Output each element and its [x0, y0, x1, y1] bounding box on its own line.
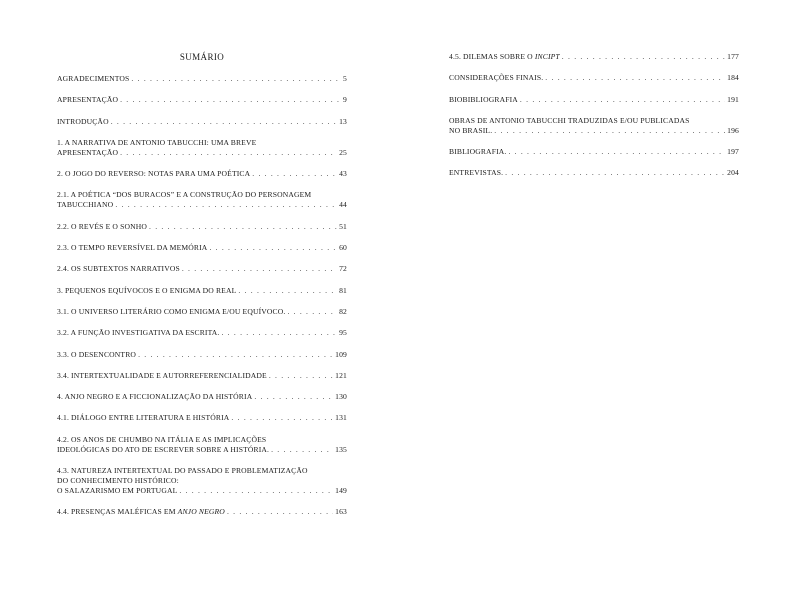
toc-entry-text: 2.1. A POÉTICA “DOS BURACOS” E A CONSTRUÇÃO DO PERSONAGEM — [57, 190, 312, 200]
toc-entry-text-part: BIOBIBLIOGRAFIA — [449, 94, 518, 104]
toc-entry-text — [57, 74, 129, 84]
dot-leader — [252, 169, 337, 179]
toc-page-number: 43 — [339, 169, 347, 179]
toc-entry-text: 4.3. NATUREZA INTERTEXTUAL DO PASSADO E PROBLEMATIZAÇÃO — [57, 466, 308, 476]
toc-entry — [57, 507, 347, 517]
toc-entry-text — [57, 200, 113, 210]
toc-entry-text-part: 2.4. OS SUBTEXTOS NARRATIVOS — [57, 264, 180, 274]
toc-entry-text-part: 3. PEQUENOS EQUÍVOCOS E O ENIGMA DO REAL — [57, 285, 237, 295]
dot-leader — [149, 222, 337, 232]
toc-entry — [57, 328, 347, 338]
dot-leader — [227, 507, 333, 517]
right-page — [449, 0, 739, 595]
toc-entry-italic-title: ANJO NEGRO — [177, 507, 225, 517]
dot-leader — [231, 413, 333, 423]
toc-entry-text — [57, 307, 285, 317]
toc-list-left — [57, 74, 347, 529]
toc-entry-text-part: NO BRASIL. — [449, 125, 493, 135]
toc-page-number: 204 — [727, 168, 739, 178]
dot-leader — [508, 147, 725, 157]
toc-entry-text — [57, 169, 250, 179]
dot-leader — [287, 307, 337, 317]
toc-entry — [57, 74, 347, 84]
dot-leader — [505, 168, 725, 178]
toc-page-number: 191 — [727, 94, 739, 104]
toc-entry — [57, 243, 347, 253]
toc-entry-text — [57, 222, 147, 232]
toc-entry-text-part: TABUCCHIANO — [57, 200, 114, 210]
toc-entry-text-part: APRESENTAÇÃO — [57, 95, 119, 105]
toc-entry-text-part: 2.2. O REVÉS E O SONHO — [57, 221, 147, 231]
toc-entry-text — [57, 371, 267, 381]
toc-title: SUMÁRIO — [179, 52, 225, 62]
toc-entry-text-part: IDEOLÓGICAS DO ATO DE ESCREVER SOBRE A HISTÓRIA. — [57, 444, 270, 454]
toc-entry — [57, 95, 347, 105]
toc-entry — [57, 307, 347, 317]
toc-entry — [57, 138, 347, 158]
toc-page-number: 13 — [339, 116, 347, 126]
dot-leader — [254, 392, 333, 402]
toc-entry — [57, 371, 347, 381]
toc-page-number: 130 — [335, 392, 347, 402]
toc-entry-text-part: CONSIDERAÇÕES FINAIS. — [449, 73, 544, 83]
toc-entry-text — [57, 486, 177, 496]
dot-leader — [138, 350, 333, 360]
toc-page-number: 121 — [335, 370, 347, 380]
toc-page-number: 149 — [335, 486, 347, 496]
toc-entry-text — [449, 73, 543, 83]
toc-entry-text-part: 4. ANJO NEGRO E A FICCIONALIZAÇÃO DA HISTÓRIA — [57, 392, 253, 402]
toc-page-number: 95 — [339, 328, 347, 338]
toc-page-number: 44 — [339, 200, 347, 210]
toc-page-number: 177 — [727, 52, 739, 61]
toc-entry-text — [57, 264, 180, 274]
toc-entry-text-part: 3.3. O DESENCONTRO — [57, 349, 137, 359]
toc-entry — [57, 169, 347, 179]
dot-leader — [111, 117, 337, 127]
toc-page-number: 109 — [335, 349, 347, 359]
toc-entry-text — [57, 445, 269, 455]
toc-entry-text-part: 4.4. PRESENÇAS MALÉFICAS EM — [57, 507, 178, 517]
toc-entry-text — [57, 350, 136, 360]
toc-entry — [57, 466, 347, 496]
toc-entry-text — [57, 117, 109, 127]
toc-entry-text — [57, 243, 207, 253]
toc-entry-text — [449, 52, 560, 62]
toc-entry-text: 4.2. OS ANOS DE CHUMBO NA ITÁLIA E AS IMPLICAÇÕES — [57, 434, 267, 444]
toc-entry-text-part: 3.2. A FUNÇÃO INVESTIGATIVA DA ESCRITA. — [57, 328, 220, 338]
toc-entry-text-part: APRESENTAÇÃO — [57, 147, 119, 157]
toc-entry-italic-title: INCIPT — [534, 52, 560, 61]
toc-page-number: 5 — [343, 74, 347, 83]
toc-page-number: 81 — [339, 285, 347, 295]
toc-page-number: 9 — [343, 95, 347, 105]
toc-entry — [57, 392, 347, 402]
toc-entry-text-part: 3.1. O UNIVERSO LITERÁRIO COMO ENIGMA E/OU EQUÍVOCO. — [57, 306, 286, 316]
toc-entry-text — [57, 286, 236, 296]
toc-entry-text-part: 2. O JOGO DO REVERSO: NOTAS PARA UMA POÉTICA — [57, 169, 251, 179]
dot-leader — [494, 126, 725, 136]
toc-page-number: 82 — [339, 306, 347, 316]
toc-entry-text — [449, 168, 503, 178]
dot-leader — [182, 264, 337, 274]
toc-entry-text — [449, 147, 506, 157]
toc-entry-text — [57, 148, 118, 158]
toc-entry-text — [57, 413, 229, 423]
toc-entry-text-part: ENTREVISTAS. — [449, 168, 504, 178]
dot-leader — [120, 95, 341, 105]
toc-entry-text — [57, 328, 219, 338]
toc-entry — [449, 116, 739, 136]
toc-page-number: 163 — [335, 507, 347, 517]
toc-page-number: 51 — [339, 221, 347, 231]
toc-entry-text-part: AGRADECIMENTOS — [57, 74, 130, 83]
toc-entry-text: DO CONHECIMENTO HISTÓRICO: — [57, 476, 179, 486]
toc-list-right — [449, 52, 739, 190]
dot-leader — [238, 286, 337, 296]
toc-page-number: 131 — [335, 413, 347, 423]
toc-entry-text-part: 2.3. O TEMPO REVERSÍVEL DA MEMÓRIA — [57, 243, 208, 253]
toc-entry-text: 1. A NARRATIVA DE ANTONIO TABUCCHI: UMA BREVE — [57, 137, 257, 147]
toc-entry — [57, 222, 347, 232]
dot-leader — [120, 148, 337, 158]
toc-entry-text — [57, 95, 118, 105]
toc-entry — [449, 73, 739, 83]
toc-page-number: 197 — [727, 147, 739, 157]
dot-leader — [221, 328, 337, 338]
toc-entry — [449, 168, 739, 178]
toc-entry-text-part: BIBLIOGRAFIA. — [449, 147, 507, 157]
dot-leader — [131, 74, 341, 84]
toc-entry-text-part: 3.4. INTERTEXTUALIDADE E AUTORREFERENCIALIDADE — [57, 370, 267, 380]
toc-entry-text-part: INTRODUÇÃO — [57, 116, 109, 126]
toc-entry — [449, 147, 739, 157]
toc-entry — [57, 117, 347, 127]
toc-entry-text-part: 4.5. DILEMAS SOBRE O — [449, 52, 535, 61]
toc-entry-text — [57, 507, 225, 517]
toc-page-number: 72 — [339, 264, 347, 274]
toc-entry — [57, 435, 347, 455]
toc-page-number: 135 — [335, 444, 347, 454]
toc-entry — [57, 286, 347, 296]
toc-entry-text — [449, 126, 492, 136]
toc-entry — [449, 95, 739, 105]
left-page — [57, 0, 347, 595]
toc-entry — [57, 350, 347, 360]
toc-entry — [449, 52, 739, 62]
toc-entry-text: OBRAS DE ANTONIO TABUCCHI TRADUZIDAS E/OU PUBLICADAS — [449, 115, 690, 125]
toc-page-number: 196 — [727, 125, 739, 135]
toc-entry — [57, 264, 347, 274]
toc-page-number: 60 — [339, 243, 347, 253]
dot-leader — [271, 445, 333, 455]
dot-leader — [209, 243, 337, 253]
toc-entry — [57, 190, 347, 210]
toc-entry-text — [449, 95, 518, 105]
dot-leader — [562, 52, 725, 62]
toc-page-number: 25 — [339, 147, 347, 157]
toc-entry-text-part: O SALAZARISMO EM PORTUGAL — [57, 486, 178, 496]
toc-entry-text — [57, 392, 252, 402]
dot-leader — [269, 371, 333, 381]
dot-leader — [545, 73, 725, 83]
toc-entry — [57, 413, 347, 423]
toc-page-number: 184 — [727, 73, 739, 83]
toc-entry-text-part: 4.1. DIÁLOGO ENTRE LITERATURA E HISTÓRIA — [57, 413, 230, 423]
dot-leader — [115, 200, 337, 210]
dot-leader — [520, 95, 725, 105]
dot-leader — [179, 486, 333, 496]
